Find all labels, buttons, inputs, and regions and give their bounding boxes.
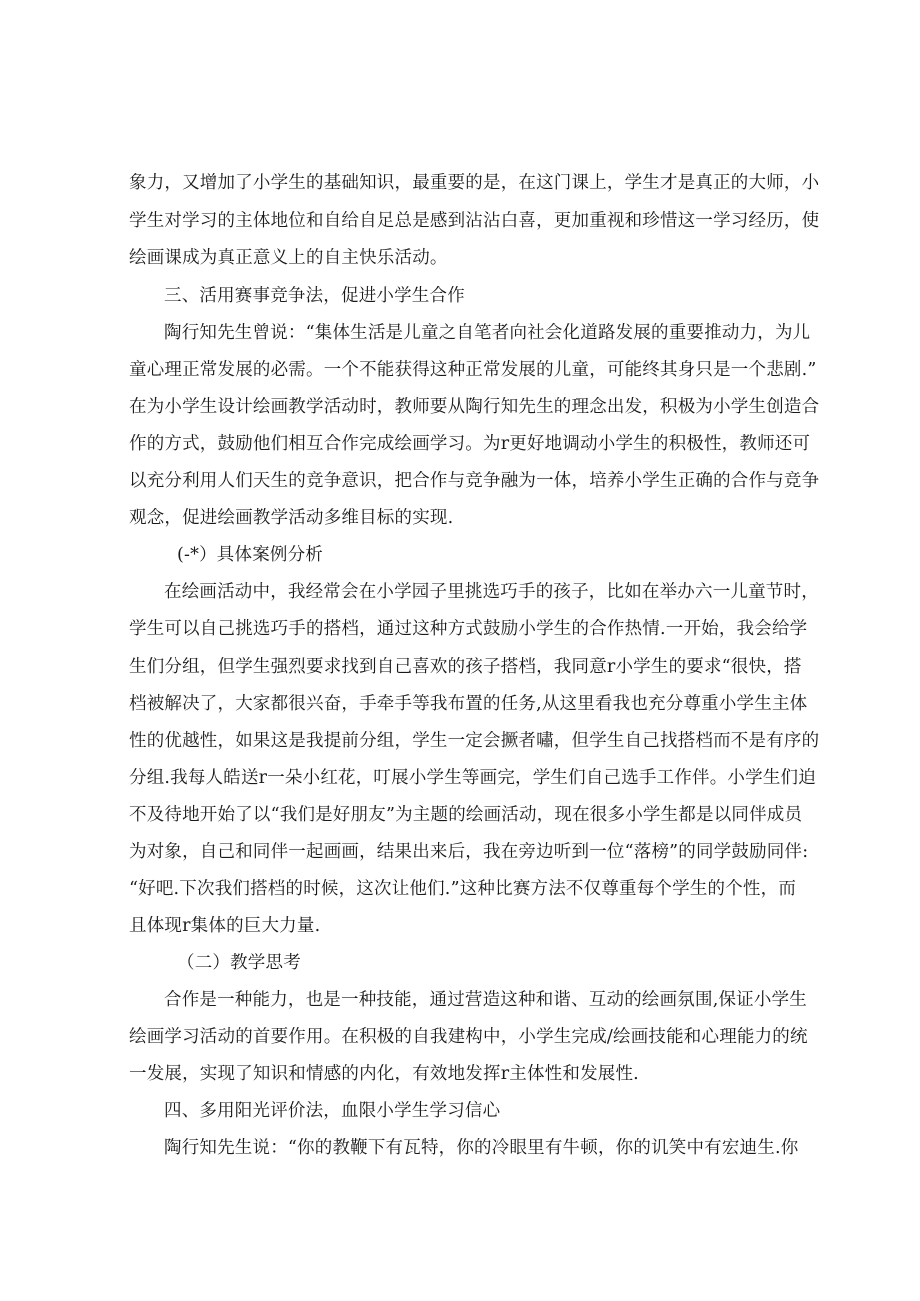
- paragraph-line: 分组.我每人皓送r一朵小红花，叮展小学生等画完，学生们自己选手工作伴。小学生们迫: [129, 768, 816, 788]
- paragraph-line: 生们分组，但学生强烈要求找到自己喜欢的孩子搭档，我同意r小学生的要求“很快，搭: [129, 657, 802, 677]
- paragraph-line: “好吧.下次我们搭档的时候，这次让他们.”这种比赛方法不仅尊重每个学生的个性，而: [129, 879, 797, 899]
- paragraph-line: 在绘画活动中，我经常会在小学园子里挑选巧手的孩子，比如在举办六一儿童节时，: [164, 582, 819, 602]
- paragraph-line: 档被解决了，大家都很兴奋，手牵手等我布置的任务,从这里看我也充分尊重小学生主体: [129, 694, 808, 714]
- paragraph-line: 观念，促进绘画教学活动多维目标的实现.: [129, 508, 454, 528]
- paragraph-line: 性的优越性，如果这是我提前分组，学生一定会撅者嘯，但学生自己找搭档而不是有序的: [129, 731, 820, 751]
- paragraph-line: 且体现r集体的巨大力量.: [129, 916, 321, 936]
- paragraph-line: 在为小学生设计绘画教学活动时，教师要从陶行知先生的理念出发，积极为小学生创造合: [129, 397, 820, 417]
- paragraph-line: 陶行知先生说：“你的教鞭下有瓦特，你的冷眼里有牛顿，你的讥笑中有宏迪生.你: [164, 1138, 799, 1158]
- paragraph-line: 为对象，自己和同伴一起画画，结果出来后，我在旁边听到一位“落榜”的同学鼓励同伴:: [129, 842, 809, 862]
- section-heading: 三、活用赛事竞争法，促进小学生合作: [164, 286, 465, 306]
- paragraph-line: 作的方式，鼓励他们相互合作完成绘画学习。为r更好地调动小学生的积极性，教师还可: [129, 434, 811, 454]
- paragraph-line: 陶行知先生曾说：“集体生活是儿童之自笔者向社会化道路发展的重要推动力，为儿: [164, 323, 811, 343]
- paragraph-line: 以充分利用人们天生的竞争意识，把合作与竞争融为一体，培养小学生正确的合作与竞争: [129, 471, 820, 491]
- paragraph-line: 合作是一种能力，也是一种技能，通过营造这种和谐、互动的绘画氛围,保证小学生: [164, 990, 807, 1010]
- paragraph-line: 象力，又增加了小学生的基础知识，最重要的是，在这门课上，学生才是真正的大师，小: [129, 173, 820, 193]
- paragraph-line: 不及待地开始了以“我们是好朋友”为主题的绘画活动，现在很多小学生都是以同伴成员: [129, 805, 803, 825]
- section-heading: 四、多用阳光评价法，血限小学生学习信心: [164, 1101, 501, 1121]
- subsection-heading: (-*）具体案例分析: [177, 545, 323, 565]
- paragraph-line: 童心理正常发展的必需。一个不能获得这种正常发展的儿童，可能终其身只是一个悲剧.”: [129, 360, 817, 380]
- paragraph-line: 学生对学习的主体地位和自给自足总是感到沾沾白喜，更加重视和珍惜这一学习经历，使: [129, 211, 820, 231]
- subsection-heading: （二）教学思考: [177, 953, 301, 973]
- paragraph-line: 绘画学习活动的首要作用。在积极的自我建构中，小学生完成/绘画技能和心理能力的统: [129, 1027, 808, 1047]
- paragraph-line: 绘画课成为真正意义上的自主快乐活动。: [129, 248, 448, 268]
- paragraph-line: 学生可以自己挑选巧手的搭档，通过这种方式鼓励小学生的合作热情.一开始，我会给学: [129, 619, 808, 639]
- paragraph-line: 一发展，实现了知识和情感的内化，有效地发挥r主体性和发展性.: [129, 1064, 639, 1084]
